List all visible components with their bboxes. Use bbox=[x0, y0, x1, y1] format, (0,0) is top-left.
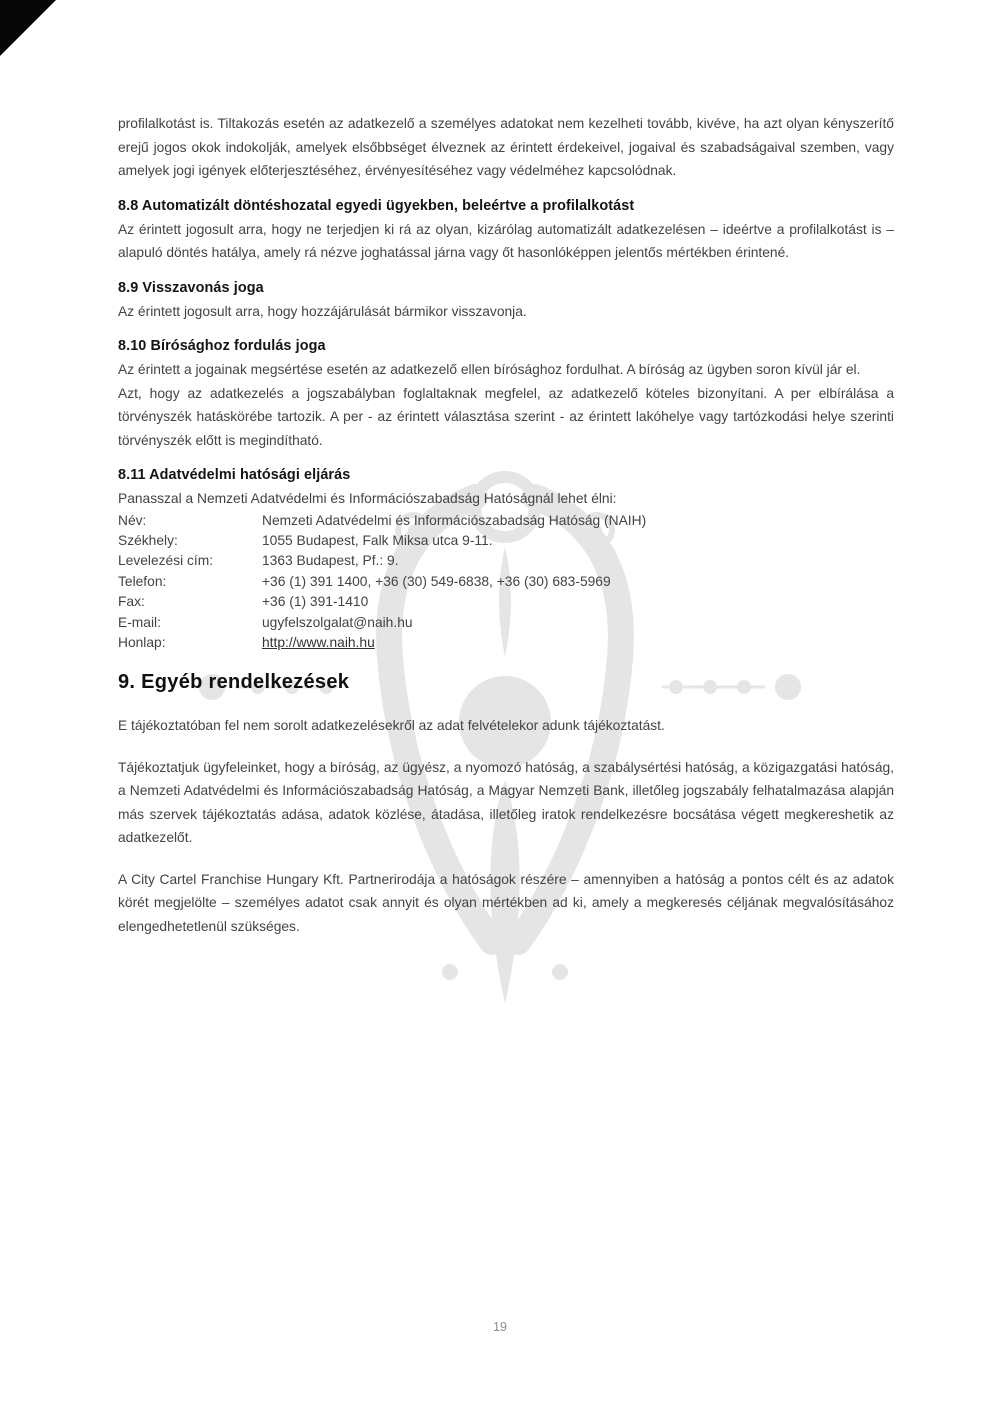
contact-label: E-mail: bbox=[118, 614, 161, 630]
page-content bbox=[118, 112, 894, 938]
page-corner-fold-icon bbox=[0, 0, 56, 56]
section-8-10-paragraph-1: Az érintett a jogainak megsértése esetén az adatkezelő ellen bírósághoz fordulhat. A bíróság az ügyben soron kívül jár el. bbox=[118, 362, 861, 377]
contact-label: Fax: bbox=[118, 594, 145, 610]
section-9-paragraph-1: E tájékoztatóban fel nem sorolt adatkezelésekről az adat felvételekor adunk tájékoztatást. bbox=[118, 718, 665, 734]
section-8-10-paragraph-2: Azt, hogy az adatkezelés a jogszabályban foglaltaknak megfelel, az adatkezelő köteles bizonyítani. A per elbírálása a törvényszék hatáskörébe tartozik. A per - az érintett választása szerint - az érintett lakóhelye vagy tartózkodási helye szerinti törvényszék előtt is megindítható. bbox=[118, 385, 894, 448]
section-8-11-paragraph: Panasszal a Nemzeti Adatvédelmi és Információszabadság Hatóságnál lehet élni: bbox=[118, 491, 617, 506]
section-8-8-paragraph: Az érintett jogosult arra, hogy ne terjedjen ki rá az olyan, kizárólag automatizált adatkezelésen – ideértve a profilalkotást is – alapuló döntés hatálya, amely rá nézve joghatással járna vagy őt hasonlóképpen jelentős mértékben érintené. bbox=[118, 221, 894, 260]
contact-value: Nemzeti Adatvédelmi és Információszabadság Hatóság (NAIH) bbox=[262, 512, 647, 528]
contact-row-website bbox=[118, 633, 894, 653]
contact-row-address bbox=[118, 531, 894, 551]
contact-row-name bbox=[118, 511, 894, 531]
contact-value: +36 (1) 391 1400, +36 (30) 549-6838, +36 (30) 683-5969 bbox=[262, 573, 611, 589]
intro-paragraph: profilalkotást is. Tiltakozás esetén az adatkezelő a személyes adatokat nem kezelheti tovább, kivéve, ha azt olyan kényszerítő erejű jogos okok indokolják, amelyek elsőbbséget élveznek az érintett érdekeivel, jogaival és szabadságaival szemben, vagy amelyek jogi igények előterjesztéséhez, érvényesítéséhez vagy védelméhez kapcsolódnak. bbox=[118, 116, 894, 178]
section-heading-8-9: 8.9 Visszavonás joga bbox=[118, 279, 264, 296]
contact-value: ugyfelszolgalat@naih.hu bbox=[262, 614, 413, 630]
contact-label: Név: bbox=[118, 512, 147, 528]
contact-row-email bbox=[118, 613, 894, 633]
contact-label: Levelezési cím: bbox=[118, 553, 214, 569]
contact-value: 1055 Budapest, Falk Miksa utca 9-11. bbox=[262, 532, 493, 548]
section-9-paragraph-3: A City Cartel Franchise Hungary Kft. Partnerirodája a hatóságok részére – amennyiben a hatóság a pontos célt és az adatok körét megjelölte – személyes adatot csak annyit és olyan mértékben ad ki, amely a megkeresés céljának megvalósításához elengedhetetlenül szükséges. bbox=[118, 871, 894, 934]
contact-row-mailing-address bbox=[118, 551, 894, 571]
section-8-9-paragraph: Az érintett jogosult arra, hogy hozzájárulását bármikor visszavonja. bbox=[118, 303, 527, 319]
contact-value: +36 (1) 391-1410 bbox=[262, 594, 369, 610]
section-heading-8-11: 8.11 Adatvédelmi hatósági eljárás bbox=[118, 467, 351, 483]
section-heading-8-10: 8.10 Bírósághoz fordulás joga bbox=[118, 338, 326, 354]
section-heading-8-8: 8.8 Automatizált döntéshozatal egyedi ügyekben, beleértve a profilalkotást bbox=[118, 197, 635, 214]
section-9-heading: 9. Egyéb rendelkezések bbox=[118, 671, 350, 694]
contact-row-phone bbox=[118, 572, 894, 592]
contact-value: 1363 Budapest, Pf.: 9. bbox=[262, 553, 399, 569]
website-link[interactable]: http://www.naih.hu bbox=[262, 634, 375, 650]
contact-label: Telefon: bbox=[118, 573, 167, 589]
authority-contact-list bbox=[118, 511, 894, 654]
contact-label: Honlap: bbox=[118, 634, 166, 650]
contact-row-fax bbox=[118, 592, 894, 612]
page-number: 19 bbox=[493, 1320, 507, 1334]
contact-label: Székhely: bbox=[118, 532, 178, 548]
section-9-paragraph-2: Tájékoztatjuk ügyfeleinket, hogy a bíróság, az ügyész, a nyomozó hatóság, a szabálysértési hatóság, a közigazgatási hatóság, a Nemzeti Adatvédelmi és Információszabadság Hatóság, a Magyar Nemzeti Bank, illetőleg jogszabály felhatalmazása alapján más szervek tájékoztatás adása, adatok közlése, átadása, illetőleg iratok rendelkezésre bocsátása végett megkereshetik az adatkezelőt. bbox=[118, 759, 894, 846]
